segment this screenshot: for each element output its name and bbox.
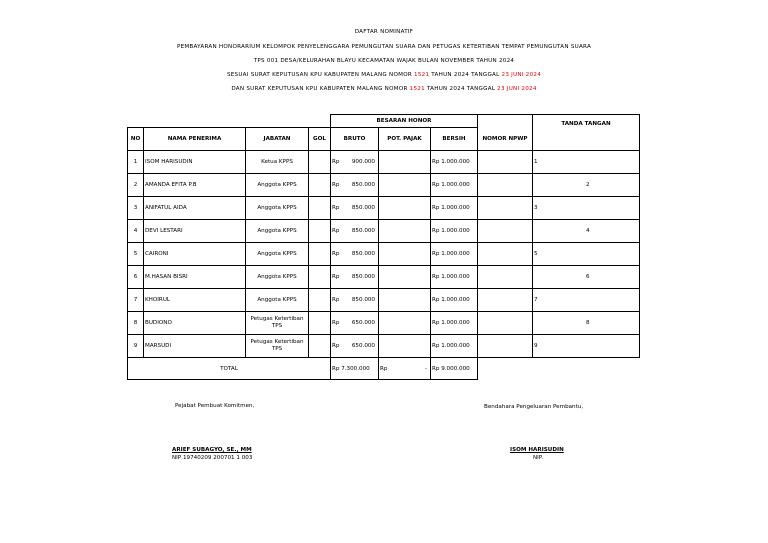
line4-mid: TAHUN 2024 TANGGAL (424, 86, 498, 92)
table-row (128, 220, 640, 243)
rp-label: Rp (332, 320, 340, 326)
ttd-left: 5 (534, 251, 538, 257)
total-pajak-rp: Rp (380, 365, 388, 372)
pajak-header: POT. PAJAK (379, 128, 431, 151)
row-ttd (533, 151, 640, 174)
row-npwp (478, 174, 533, 197)
table-row (128, 266, 640, 289)
row-npwp (478, 243, 533, 266)
bruto-value: 650.000 (351, 320, 375, 326)
nama-header: NAMA PENERIMA (144, 128, 246, 151)
ttd-center: 6 (586, 274, 590, 280)
row-bruto (331, 197, 379, 220)
row-jabatan: Anggota KPPS (246, 289, 309, 312)
document-title: DAFTAR NOMINATIF (354, 29, 414, 35)
left-signatory-title: Pejabat Pembuat Komitmen, (175, 403, 255, 409)
header-line-1: PEMBAYARAN HONORARIUM KELOMPOK PENYELENGGARA PEMUNGUTAN SUARA DAN PETUGAS KETERTIBAN TEMPAT PEMUNGUTAN SUARA (176, 44, 592, 50)
table-row (128, 289, 640, 312)
row-no: 3 (128, 197, 144, 220)
line3-mid: TAHUN 2024 TANGGAL (429, 72, 502, 78)
row-bersih: Rp 1.000.000 (431, 289, 478, 312)
row-bersih: Rp 1.000.000 (431, 266, 478, 289)
row-nama: KHOIRUL (144, 289, 246, 312)
total-row (128, 358, 640, 380)
rp-label: Rp (332, 182, 340, 188)
row-jabatan: Ketua KPPS (246, 151, 309, 174)
total-filler (478, 358, 640, 380)
npwp-header-top (478, 115, 533, 128)
ttd-left (534, 182, 586, 188)
bruto-value: 850.000 (351, 182, 375, 188)
line4-date: 23 JUNI 2024 (497, 86, 537, 92)
bruto-value: 900.000 (351, 159, 375, 165)
table-row (128, 335, 640, 358)
ttd-center: 2 (586, 182, 590, 188)
row-bersih: Rp 1.000.000 (431, 335, 478, 358)
header-line-3 (0, 72, 768, 78)
row-nama: M.HASAN BISRI (144, 266, 246, 289)
row-pajak (379, 289, 431, 312)
row-pajak (379, 151, 431, 174)
gol-header: GOL (309, 128, 331, 151)
ttd-center: 4 (586, 228, 590, 234)
row-no: 1 (128, 151, 144, 174)
total-pajak-value: - (424, 365, 427, 372)
row-ttd (533, 312, 640, 335)
row-bruto (331, 266, 379, 289)
row-gol (309, 335, 331, 358)
row-no: 2 (128, 174, 144, 197)
row-ttd (533, 335, 640, 358)
row-pajak (379, 197, 431, 220)
bruto-value: 850.000 (351, 251, 375, 257)
rp-label: Rp (332, 343, 340, 349)
ttd-left (534, 228, 586, 234)
ttd-left (534, 320, 586, 326)
bruto-value: 850.000 (351, 274, 375, 280)
row-jabatan: Anggota KPPS (246, 266, 309, 289)
line3-date: 23 JUNI 2024 (501, 72, 542, 78)
row-gol (309, 289, 331, 312)
left-signatory-name: ARIEF SUBAGYO, SE., MM (172, 447, 252, 453)
row-bersih: Rp 1.000.000 (431, 312, 478, 335)
row-nama: DEVI LESTARI (144, 220, 246, 243)
row-pajak (379, 174, 431, 197)
row-bruto (331, 289, 379, 312)
row-pajak (379, 312, 431, 335)
row-bruto (331, 243, 379, 266)
row-npwp (478, 197, 533, 220)
row-npwp (478, 289, 533, 312)
nominative-table (127, 114, 640, 380)
ttd-left: 7 (534, 297, 538, 303)
total-pajak (379, 358, 431, 380)
row-gol (309, 197, 331, 220)
header-line-4 (0, 86, 768, 92)
table-row (128, 312, 640, 335)
bersih-header: BERSIH (431, 128, 478, 151)
bruto-value: 650.000 (351, 343, 375, 349)
bruto-value: 850.000 (351, 297, 375, 303)
row-no: 6 (128, 266, 144, 289)
row-ttd (533, 197, 640, 220)
row-nama: BUDIONO (144, 312, 246, 335)
row-gol (309, 243, 331, 266)
row-bruto (331, 312, 379, 335)
row-gol (309, 220, 331, 243)
row-bersih: Rp 1.000.000 (431, 220, 478, 243)
row-bersih: Rp 1.000.000 (431, 151, 478, 174)
row-no: 9 (128, 335, 144, 358)
row-no: 5 (128, 243, 144, 266)
row-no: 4 (128, 220, 144, 243)
row-bersih: Rp 1.000.000 (431, 174, 478, 197)
row-bruto (331, 335, 379, 358)
row-npwp (478, 335, 533, 358)
total-label: TOTAL (128, 358, 331, 380)
row-nama: ANIFATUL AIDA (144, 197, 246, 220)
row-npwp (478, 312, 533, 335)
table-row (128, 243, 640, 266)
table-row (128, 197, 640, 220)
row-bruto (331, 151, 379, 174)
line3-number: 1521 (414, 72, 430, 78)
row-ttd (533, 266, 640, 289)
row-no: 7 (128, 289, 144, 312)
table-body (128, 151, 640, 380)
right-signatory-name: ISOM HARISUDIN (510, 447, 564, 453)
row-gol (309, 312, 331, 335)
right-signatory-nip: NIP. (533, 455, 544, 461)
header-line-2: TPS 001 DESA/KELURAHAN BLAYU KECAMATAN WAJAK BULAN NOVEMBER TAHUN 2024 (253, 58, 515, 64)
row-jabatan: Anggota KPPS (246, 197, 309, 220)
row-jabatan: Anggota KPPS (246, 174, 309, 197)
row-jabatan: Anggota KPPS (246, 220, 309, 243)
no-header: NO (128, 128, 144, 151)
ttd-left: 9 (534, 343, 538, 349)
row-pajak (379, 335, 431, 358)
row-gol (309, 174, 331, 197)
row-npwp (478, 220, 533, 243)
row-npwp (478, 151, 533, 174)
row-gol (309, 151, 331, 174)
row-npwp (478, 266, 533, 289)
row-nama: CAIRONI (144, 243, 246, 266)
row-ttd (533, 289, 640, 312)
row-bersih: Rp 1.000.000 (431, 243, 478, 266)
row-pajak (379, 266, 431, 289)
row-pajak (379, 220, 431, 243)
row-gol (309, 266, 331, 289)
rp-label: Rp (332, 205, 340, 211)
right-signatory-title: Bendahara Pengeluaran Pembantu, (484, 404, 584, 410)
rp-label: Rp (332, 251, 340, 257)
bruto-header: BRUTO (331, 128, 379, 151)
line4-text: DAN SURAT KEPUTUSAN KPU KABUPATEN MALANG NOMOR (231, 86, 410, 92)
line3-text: SESUAI SURAT KEPUTUSAN KPU KABUPATEN MALANG NOMOR (226, 72, 415, 78)
tanda-tangan-header: TANDA TANGAN (533, 115, 640, 151)
ttd-left: 3 (534, 205, 538, 211)
row-nama: AMANDA EFITA P.B (144, 174, 246, 197)
left-signatory-nip: NIP 19740209 200701 1 003 (172, 455, 253, 461)
row-ttd (533, 174, 640, 197)
header-spacer (128, 115, 331, 128)
rp-label: Rp (332, 228, 340, 234)
line4-number: 1521 (409, 86, 425, 92)
bruto-value: 850.000 (351, 228, 375, 234)
total-bruto: Rp 7.300.000 (331, 358, 379, 380)
row-jabatan: Anggota KPPS (246, 243, 309, 266)
rp-label: Rp (332, 274, 340, 280)
row-pajak (379, 243, 431, 266)
rp-label: Rp (332, 159, 340, 165)
row-ttd (533, 220, 640, 243)
row-nama: MARSUDI (144, 335, 246, 358)
table-row (128, 174, 640, 197)
row-bruto (331, 220, 379, 243)
row-nama: ISOM HARISUDIN (144, 151, 246, 174)
besaran-honor-header: BESARAN HONOR (331, 115, 478, 128)
bruto-value: 850.000 (351, 205, 375, 211)
total-bersih: Rp 9.000.000 (431, 358, 478, 380)
table-row (128, 151, 640, 174)
jabatan-header: JABATAN (246, 128, 309, 151)
rp-label: Rp (332, 297, 340, 303)
npwp-header: NOMOR NPWP (478, 128, 533, 151)
ttd-left: 1 (534, 159, 538, 165)
row-jabatan: Petugas Ketertiban TPS (246, 335, 309, 358)
ttd-left (534, 274, 586, 280)
row-ttd (533, 243, 640, 266)
row-jabatan: Petugas Ketertiban TPS (246, 312, 309, 335)
row-bersih: Rp 1.000.000 (431, 197, 478, 220)
row-bruto (331, 174, 379, 197)
row-no: 8 (128, 312, 144, 335)
ttd-center: 8 (586, 320, 590, 326)
